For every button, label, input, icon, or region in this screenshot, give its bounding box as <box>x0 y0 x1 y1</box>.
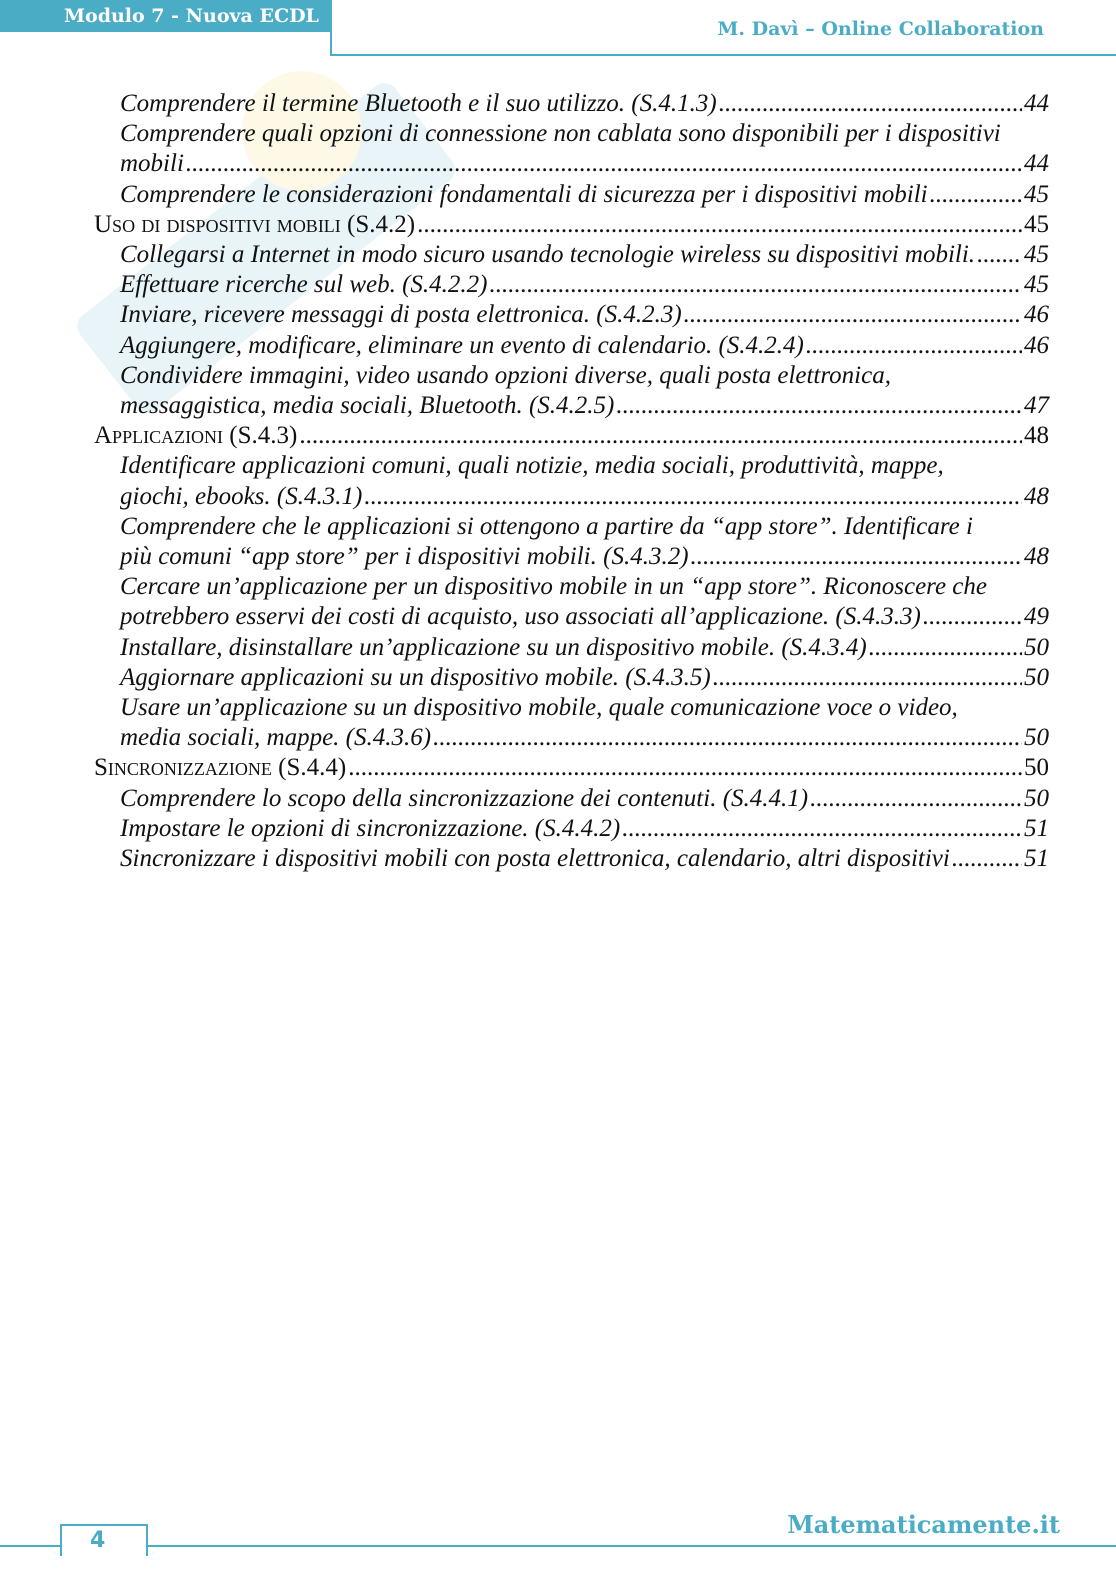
toc-entry-title: Effettuare ricerche sul web. (S.4.2.2) <box>120 271 488 299</box>
toc-entry-title: Applicazioni (S.4.3) <box>94 422 298 450</box>
toc-entry[interactable] <box>94 633 1049 663</box>
toc-page-number: 50 <box>1024 724 1049 752</box>
toc-entry-title: potrebbero esservi dei costi di acquisto, uso associati all’applicazione. (S.4.3.3) <box>120 603 921 631</box>
toc-leader-dots <box>713 663 1022 693</box>
toc-entry[interactable] <box>94 723 1049 753</box>
toc-entry[interactable] <box>94 784 1049 814</box>
toc-entry-title: Sincronizzare i dispositivi mobili con posta elettronica, calendario, altri dispositivi <box>120 845 950 873</box>
toc-entry-title: media sociali, mappe. (S.4.3.6) <box>120 724 432 752</box>
toc-leader-dots <box>869 633 1022 663</box>
toc-page-number: 44 <box>1024 90 1049 117</box>
toc-leader-dots <box>719 89 1022 119</box>
toc-entry-title: Comprendere lo scopo della sincronizzazione dei contenuti. (S.4.4.1) <box>120 784 809 812</box>
toc-entry[interactable] <box>94 180 1049 210</box>
header-author: M. Davì – Online Collaboration <box>717 18 1044 40</box>
toc-page-number: 50 <box>1024 784 1049 812</box>
toc-entry[interactable] <box>94 391 1049 421</box>
toc-leader-dots <box>930 180 1022 210</box>
toc-leader-dots <box>684 300 1022 330</box>
toc-page-number: 48 <box>1024 482 1049 510</box>
toc-leader-dots <box>806 331 1022 361</box>
toc-leader-dots <box>923 602 1022 632</box>
toc-page-number: 51 <box>1024 814 1049 842</box>
toc-entry[interactable] <box>94 240 1049 270</box>
toc-entry-title: Installare, disinstallare un’applicazione su un dispositivo mobile. (S.4.3.4) <box>120 633 867 661</box>
toc-entry-title: Sincronizzazione (S.4.4) <box>94 754 347 782</box>
toc-entry-line: Condividere immagini, video usando opzioni diverse, quali posta elettronica, <box>120 361 891 389</box>
toc-leader-dots <box>616 391 1022 421</box>
toc-entry-line: Cercare un’applicazione per un dispositivo mobile in un “app store”. Riconoscere che <box>120 573 988 601</box>
toc-page-number: 44 <box>1024 150 1049 178</box>
header-divider-horizontal <box>330 54 1116 56</box>
toc-entry[interactable] <box>94 300 1049 330</box>
toc-entry[interactable] <box>94 149 1049 179</box>
toc-page-number: 46 <box>1024 301 1049 329</box>
toc-entry[interactable] <box>94 89 1049 119</box>
toc-entry[interactable] <box>94 270 1049 300</box>
toc-entry[interactable] <box>94 844 1049 874</box>
toc-page-number: 48 <box>1024 543 1049 571</box>
toc-leader-dots <box>977 240 1022 270</box>
toc-entry[interactable] <box>94 482 1049 512</box>
toc-section[interactable] <box>94 421 1049 451</box>
toc-entry-title: più comuni “app store” per i dispositivi mobili. (S.4.3.2) <box>120 543 689 571</box>
toc-entry-title: Aggiornare applicazioni su un dispositivo mobile. (S.4.3.5) <box>120 663 711 691</box>
toc-leader-dots <box>433 723 1022 753</box>
toc-page-number: 49 <box>1024 603 1049 631</box>
toc-page-number: 48 <box>1024 422 1049 450</box>
toc-entry-line: Comprendere che le applicazioni si ottengono a partire da “app store”. Identificare i <box>120 512 973 540</box>
toc-leader-dots <box>186 149 1022 179</box>
toc-section[interactable] <box>94 210 1049 240</box>
toc-entry-title: Uso di dispositivi mobili (S.4.2) <box>94 210 416 238</box>
header-module-tab: Modulo 7 - Nuova ECDL <box>0 0 330 32</box>
toc-leader-dots <box>810 784 1022 814</box>
toc-entry[interactable] <box>94 602 1049 632</box>
toc-leader-dots <box>417 210 1022 240</box>
toc-page-number: 45 <box>1024 210 1049 238</box>
toc-entry-title: Collegarsi a Internet in modo sicuro usando tecnologie wireless su dispositivi mobili. <box>120 241 976 269</box>
toc-leader-dots <box>952 844 1022 874</box>
toc-entry-title: Aggiungere, modificare, eliminare un evento di calendario. (S.4.2.4) <box>120 331 804 359</box>
toc-entry[interactable] <box>94 331 1049 361</box>
toc-entry-title: Comprendere il termine Bluetooth e il suo utilizzo. (S.4.1.3) <box>120 90 717 117</box>
toc-page-number: 50 <box>1024 663 1049 691</box>
toc-leader-dots <box>299 421 1022 451</box>
toc-entry-title: giochi, ebooks. (S.4.3.1) <box>120 482 363 510</box>
toc-leader-dots <box>364 482 1022 512</box>
toc-entry[interactable] <box>94 814 1049 844</box>
toc-entry-line: Identificare applicazioni comuni, quali notizie, media sociali, produttività, mappe, <box>120 452 944 480</box>
table-of-contents <box>94 89 1049 874</box>
toc-entry-title: mobili <box>120 150 184 178</box>
footer-divider <box>0 1545 1116 1547</box>
toc-entry[interactable] <box>94 542 1049 572</box>
toc-leader-dots <box>348 753 1022 783</box>
toc-entry-title: Comprendere le considerazioni fondamentali di sicurezza per i dispositivi mobili <box>120 180 928 208</box>
toc-page-number: 47 <box>1024 392 1049 420</box>
footer-page-number: 4 <box>90 1528 106 1553</box>
toc-leader-dots <box>490 270 1022 300</box>
toc-page-number: 51 <box>1024 845 1049 873</box>
toc-entry-line: Usare un’applicazione su un dispositivo mobile, quale comunicazione voce o video, <box>120 694 958 722</box>
toc-page-number: 46 <box>1024 331 1049 359</box>
toc-page-number: 50 <box>1024 633 1049 661</box>
toc-page-number: 45 <box>1024 271 1049 299</box>
toc-page-number: 45 <box>1024 180 1049 208</box>
toc-section[interactable] <box>94 753 1049 783</box>
toc-entry-title: Inviare, ricevere messaggi di posta elettronica. (S.4.2.3) <box>120 301 682 329</box>
toc-entry-title: Impostare le opzioni di sincronizzazione. (S.4.4.2) <box>120 814 621 842</box>
toc-leader-dots <box>622 814 1022 844</box>
toc-entry-line: Comprendere quali opzioni di connessione non cablata sono disponibili per i dispositivi <box>120 120 1001 148</box>
toc-entry-title: messaggistica, media sociali, Bluetooth. (S.4.2.5) <box>120 392 615 420</box>
footer-site: Matematicamente.it <box>787 1510 1060 1539</box>
header-divider-vertical <box>330 0 332 56</box>
toc-leader-dots <box>691 542 1022 572</box>
toc-page-number: 45 <box>1024 241 1049 269</box>
toc-page-number: 50 <box>1024 754 1049 782</box>
toc-entry[interactable] <box>94 663 1049 693</box>
